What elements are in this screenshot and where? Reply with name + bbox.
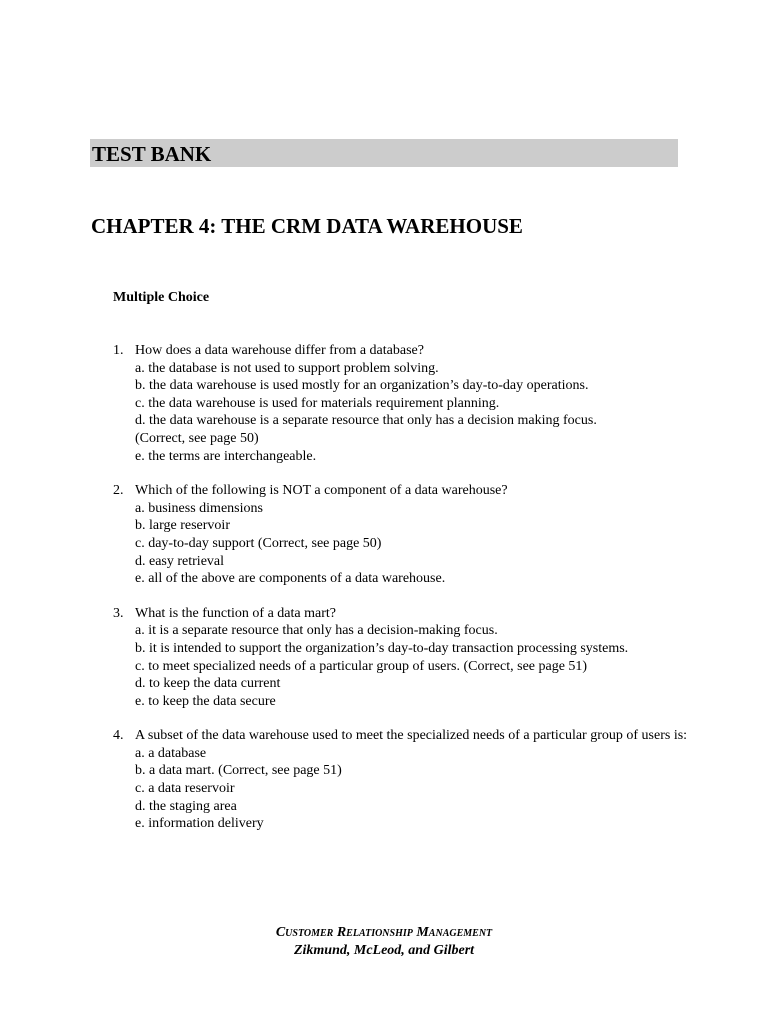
page-footer <box>0 924 768 960</box>
answer-option: d. to keep the data current <box>135 676 281 692</box>
question-2 <box>113 482 688 588</box>
answer-option: a. it is a separate resource that only has a decision-making focus. <box>135 623 498 639</box>
answer-option: c. day-to-day support (Correct, see page 50) <box>135 535 382 551</box>
test-bank-banner: TEST BANK <box>90 139 678 167</box>
question-list <box>113 342 688 850</box>
answer-option: e. all of the above are components of a data warehouse. <box>135 571 446 587</box>
answer-option: e. the terms are interchangeable. <box>135 448 317 464</box>
chapter-title: CHAPTER 4: THE CRM DATA WAREHOUSE <box>91 214 523 238</box>
answer-option: b. it is intended to support the organization’s day-to-day transaction processing systems. <box>135 640 629 656</box>
answer-option: c. the data warehouse is used for materials requirement planning. <box>135 395 500 411</box>
answer-option: a. the database is not used to support problem solving. <box>135 360 439 376</box>
answer-option: e. to keep the data secure <box>135 693 276 709</box>
footer-book-title: Customer Relationship Management <box>275 925 493 940</box>
question-3 <box>113 605 688 711</box>
answer-option: c. to meet specialized needs of a particular group of users. (Correct, see page 51) <box>135 658 588 674</box>
question-4 <box>113 727 688 833</box>
footer-authors: Zikmund, McLeod, and Gilbert <box>293 943 475 958</box>
answer-option: a. business dimensions <box>135 500 263 516</box>
answer-option: a. a database <box>135 745 207 761</box>
question-text: What is the function of a data mart? <box>135 605 336 621</box>
answer-option: d. easy retrieval <box>135 553 225 569</box>
question-text: A subset of the data warehouse used to meet the specialized needs of a particular group of users is: <box>135 728 688 744</box>
answer-option: d. the staging area <box>135 798 237 814</box>
question-number: 2. <box>113 483 124 499</box>
question-1 <box>113 342 688 465</box>
answer-option: c. a data reservoir <box>135 781 235 797</box>
question-text: Which of the following is NOT a component of a data warehouse? <box>135 483 508 499</box>
answer-option: d. the data warehouse is a separate resource that only has a decision making focus. <box>135 413 597 429</box>
answer-option: b. large reservoir <box>135 518 230 534</box>
section-title: Multiple Choice <box>113 290 210 305</box>
question-number: 4. <box>113 728 124 744</box>
question-text: How does a data warehouse differ from a database? <box>135 343 424 358</box>
question-number: 3. <box>113 605 124 621</box>
question-number: 1. <box>113 343 124 358</box>
answer-note: (Correct, see page 50) <box>135 430 259 446</box>
answer-option: e. information delivery <box>135 816 264 832</box>
answer-option: b. a data mart. (Correct, see page 51) <box>135 763 342 779</box>
answer-option: b. the data warehouse is used mostly for an organization’s day-to-day operations. <box>135 378 589 394</box>
